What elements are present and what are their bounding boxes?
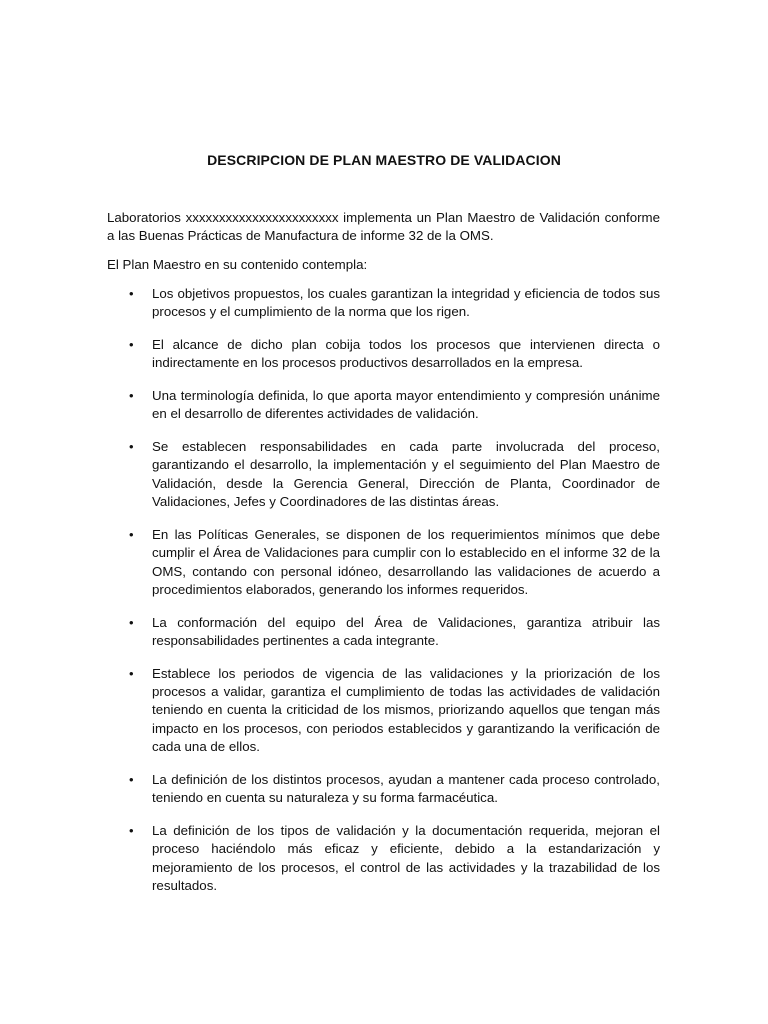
lead-paragraph: El Plan Maestro en su contenido contempla:: [107, 257, 368, 272]
bullet-list: [127, 285, 660, 910]
list-item-text: Una terminología definida, lo que aporta mayor entendimiento y compresión unánime en el desarrollo de diferentes actividades de validación.: [152, 388, 660, 422]
bullet-point-icon: •: [129, 526, 134, 542]
list-item: [127, 526, 660, 600]
list-item-text: Establece los periodos de vigencia de las validaciones y la priorización de los procesos a validar, garantiza el cumplimiento de todas las actividades de validación teniendo en cuenta la criticidad de los mismos, priorizando aquellos que tengan más impacto en los procesos, con periodos establecidos y garantizando la verificación de cada una de ellos.: [152, 665, 660, 755]
list-item: [127, 387, 660, 424]
list-item: [127, 771, 660, 808]
bullet-point-icon: •: [129, 439, 134, 454]
intro-paragraph: Laboratorios xxxxxxxxxxxxxxxxxxxxxxx implementa un Plan Maestro de Validación conforme a las Buenas Prácticas de Manufactura de informe 32 de la OMS.: [107, 210, 660, 243]
bullet-point-icon: •: [129, 337, 134, 352]
bullet-point-icon: •: [129, 822, 134, 838]
bullet-point-icon: •: [129, 388, 134, 403]
list-item-text: En las Políticas Generales, se disponen de los requerimientos mínimos que debe cumplir el Área de Validaciones para cumplir con lo establecido en el informe 32 de la OMS, contando con personal idóneo, desarrollando las validaciones de acuerdo a procedimientos elaborados, generando los informes requeridos.: [152, 526, 660, 598]
bullet-point-icon: •: [129, 665, 134, 681]
bullet-point-icon: •: [129, 614, 134, 630]
list-item-text: El alcance de dicho plan cobija todos los procesos que intervienen directa o indirectamente en los procesos productivos desarrollados en la empresa.: [152, 337, 660, 371]
list-item-text: La definición de los tipos de validación y la documentación requerida, mejoran el proceso haciéndolo más eficaz y eficiente, debido a la estandarización y mejoramiento de los procesos, el control de las actividades y la trazabilidad de los resultados.: [152, 822, 660, 894]
list-item: [127, 822, 660, 896]
list-item: [127, 285, 660, 322]
list-item: [127, 614, 660, 651]
list-item-text: La definición de los distintos procesos, ayudan a mantener cada proceso controlado, teniendo en cuenta su naturaleza y su forma farmacéutica.: [152, 771, 660, 806]
list-item-text: Se establecen responsabilidades en cada parte involucrada del proceso, garantizando el desarrollo, la implementación y el seguimiento del Plan Maestro de Validación, desde la Gerencia General, Dirección de Planta, Coordinador de Validaciones, Jefes y Coordinadores de las distintas áreas.: [152, 439, 660, 510]
list-item-text: La conformación del equipo del Área de Validaciones, garantiza atribuir las responsabilidades pertinentes a cada integrante.: [152, 614, 660, 649]
list-item: [127, 665, 660, 757]
list-item: [127, 438, 660, 512]
bullet-point-icon: •: [129, 771, 134, 787]
bullet-point-icon: •: [129, 286, 134, 301]
list-item: [127, 336, 660, 373]
list-item-text: Los objetivos propuestos, los cuales garantizan la integridad y eficiencia de todos sus procesos y el cumplimiento de la norma que los rigen.: [152, 286, 660, 320]
document-title: DESCRIPCION DE PLAN MAESTRO DE VALIDACION: [207, 152, 561, 168]
